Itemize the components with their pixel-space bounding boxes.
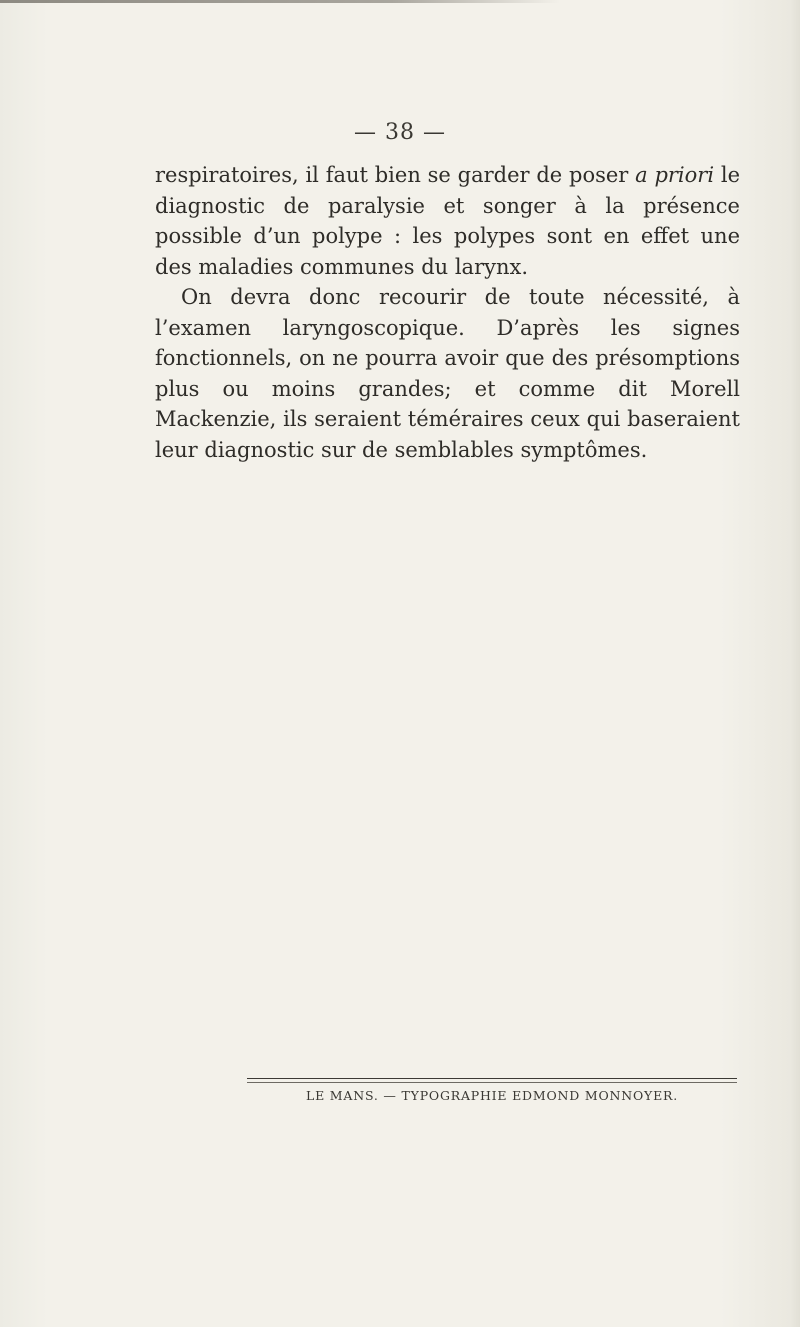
paragraph-2: On devra donc recourir de toute nécessité, à l’examen laryngoscopique. D’après les signes fonctionnels, on ne pourra avoir que des présomptions plus ou moins grandes; et comme dit Morell Mackenzie, ils seraient téméraires ceux qui baseraient leur diagnostic sur de semblables symptômes.: [155, 285, 740, 462]
footer-rule-thin: [247, 1082, 737, 1083]
footer-rule: [247, 1078, 737, 1079]
italic-phrase: a priori: [635, 163, 715, 187]
printer-colophon: LE MANS. — TYPOGRAPHIE EDMOND MONNOYER.: [306, 1088, 678, 1103]
page-number: — 38 —: [354, 120, 446, 145]
page-top-edge: [0, 0, 560, 3]
body-text: [155, 160, 740, 465]
paragraph-1-text-end: le diagnostic de paralysie et songer à la présence possible d’un polype : les polypes sont en effet une des maladies communes du larynx.: [155, 163, 740, 279]
paragraph-1: [155, 160, 740, 282]
paragraph-1-text-start: respiratoires, il faut bien se garder de poser: [155, 163, 636, 187]
page-right-edge: [790, 0, 800, 1327]
